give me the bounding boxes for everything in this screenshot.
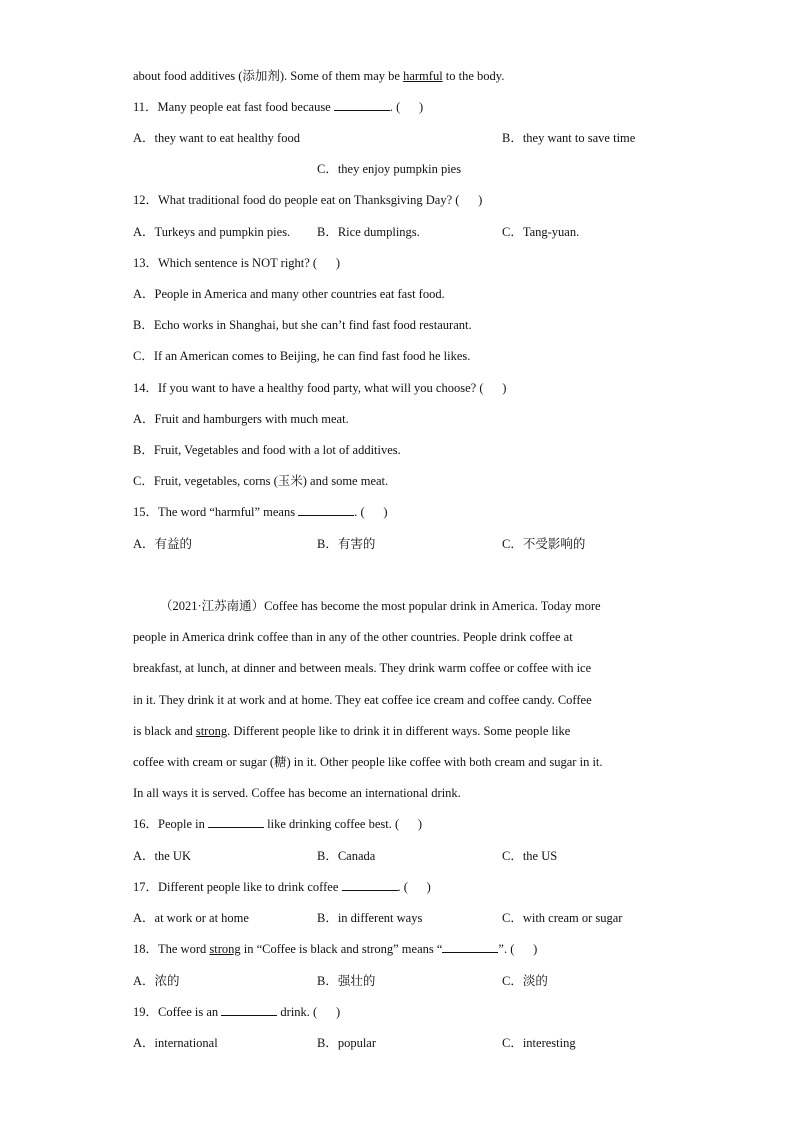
question-11-option-c[interactable]: C．they enjoy pumpkin pies <box>317 162 462 176</box>
question-18-option-b[interactable]: B．强壮的 <box>317 974 376 988</box>
passage2-line-2: people in America drink coffee than in any of the other countries. People drink coffee at <box>133 630 573 644</box>
question-15-option-c[interactable]: C．不受影响的 <box>502 537 586 551</box>
question-18-text: 18．The word <box>133 942 210 956</box>
answer-blank[interactable] <box>334 99 390 111</box>
underlined-word-strong-q18: strong <box>209 942 241 956</box>
passage2-line-4: in it. They drink it at work and at home. They eat coffee ice cream and coffee candy. Coffee <box>133 693 592 707</box>
question-17-paren: . ( ) <box>397 880 431 894</box>
question-18-option-a[interactable]: A．浓的 <box>133 974 180 988</box>
question-14-option-b[interactable]: B．Fruit, Vegetables and food with a lot of additives. <box>133 443 401 457</box>
question-19-option-b[interactable]: B．popular <box>317 1036 377 1050</box>
question-19-rest: drink. ( ) <box>277 1005 341 1019</box>
question-11-text: 11．Many people eat fast food because <box>133 100 334 114</box>
question-13-stem: 13．Which sentence is NOT right? ( ) <box>133 256 341 270</box>
question-18-option-c[interactable]: C．淡的 <box>502 974 548 988</box>
question-15-option-b[interactable]: B．有害的 <box>317 537 376 551</box>
question-12-stem: 12．What traditional food do people eat on Thanksgiving Day? ( ) <box>133 193 483 207</box>
question-11-option-a[interactable]: A．they want to eat healthy food <box>133 131 300 145</box>
question-12-option-b[interactable]: B．Rice dumplings. <box>317 225 420 239</box>
question-11-option-b[interactable]: B．they want to save time <box>502 131 636 145</box>
passage1-tail <box>133 68 504 84</box>
question-16-stem <box>133 816 422 832</box>
question-17-text: 17．Different people like to drink coffee <box>133 880 342 894</box>
passage2-line-3: breakfast, at lunch, at dinner and between meals. They drink warm coffee or coffee with ice <box>133 661 592 675</box>
question-13-option-c[interactable]: C．If an American comes to Beijing, he can find fast food he likes. <box>133 349 471 363</box>
question-16-rest: like drinking coffee best. ( ) <box>264 817 423 831</box>
answer-blank[interactable] <box>442 941 498 953</box>
question-19-option-c[interactable]: C．interesting <box>502 1036 576 1050</box>
answer-blank[interactable] <box>298 504 354 516</box>
question-11-stem <box>133 99 423 115</box>
question-16-option-b[interactable]: B．Canada <box>317 849 376 863</box>
question-17-option-a[interactable]: A．at work or at home <box>133 911 249 925</box>
question-17-option-b[interactable]: B．in different ways <box>317 911 423 925</box>
answer-blank[interactable] <box>208 816 264 828</box>
question-14-option-a[interactable]: A．Fruit and hamburgers with much meat. <box>133 412 349 426</box>
question-14-stem: 14．If you want to have a healthy food party, what will you choose? ( ) <box>133 381 507 395</box>
question-19-option-a[interactable]: A．international <box>133 1036 218 1050</box>
passage2-line-1: （2021·江苏南通）Coffee has become the most popular drink in America. Today more <box>160 599 601 613</box>
underlined-word-harmful: harmful <box>403 69 443 83</box>
question-18-middle: in “Coffee is black and strong” means “ <box>240 942 443 956</box>
passage1-text: about food additives (添加剂). Some of them may be <box>133 69 404 83</box>
question-14-option-c[interactable]: C．Fruit, vegetables, corns (玉米) and some meat. <box>133 474 389 488</box>
passage2-line-5-rest: . Different people like to drink it in different ways. Some people like <box>227 724 571 738</box>
passage1-text-end: to the body. <box>442 69 505 83</box>
question-13-option-b[interactable]: B．Echo works in Shanghai, but she can’t find fast food restaurant. <box>133 318 472 332</box>
question-12-option-c[interactable]: C．Tang-yuan. <box>502 225 580 239</box>
question-17-option-c[interactable]: C．with cream or sugar <box>502 911 623 925</box>
passage2-line-5 <box>133 723 570 739</box>
passage2-line-6: coffee with cream or sugar (糖) in it. Other people like coffee with both cream and sugar in it. <box>133 755 603 769</box>
question-16-text: 16．People in <box>133 817 208 831</box>
question-19-text: 19．Coffee is an <box>133 1005 222 1019</box>
answer-blank[interactable] <box>342 879 398 891</box>
passage2-line-5-text: is black and <box>133 724 196 738</box>
question-19-stem <box>133 1004 340 1020</box>
question-15-stem <box>133 504 388 520</box>
question-15-text: 15．The word “harmful” means <box>133 505 299 519</box>
answer-blank[interactable] <box>221 1004 277 1016</box>
question-15-paren: . ( ) <box>354 505 388 519</box>
question-18-stem <box>133 941 537 957</box>
question-16-option-c[interactable]: C．the US <box>502 849 558 863</box>
question-12-option-a[interactable]: A．Turkeys and pumpkin pies. <box>133 225 291 239</box>
question-13-option-a[interactable]: A．People in America and many other countries eat fast food. <box>133 287 445 301</box>
question-15-option-a[interactable]: A．有益的 <box>133 537 193 551</box>
passage2-line-7: In all ways it is served. Coffee has become an international drink. <box>133 786 461 800</box>
underlined-word-strong: strong <box>195 724 228 738</box>
question-17-stem <box>133 879 431 895</box>
question-11-paren: . ( ) <box>389 100 424 114</box>
question-18-paren: ”. ( ) <box>498 942 538 956</box>
question-16-option-a[interactable]: A．the UK <box>133 849 191 863</box>
